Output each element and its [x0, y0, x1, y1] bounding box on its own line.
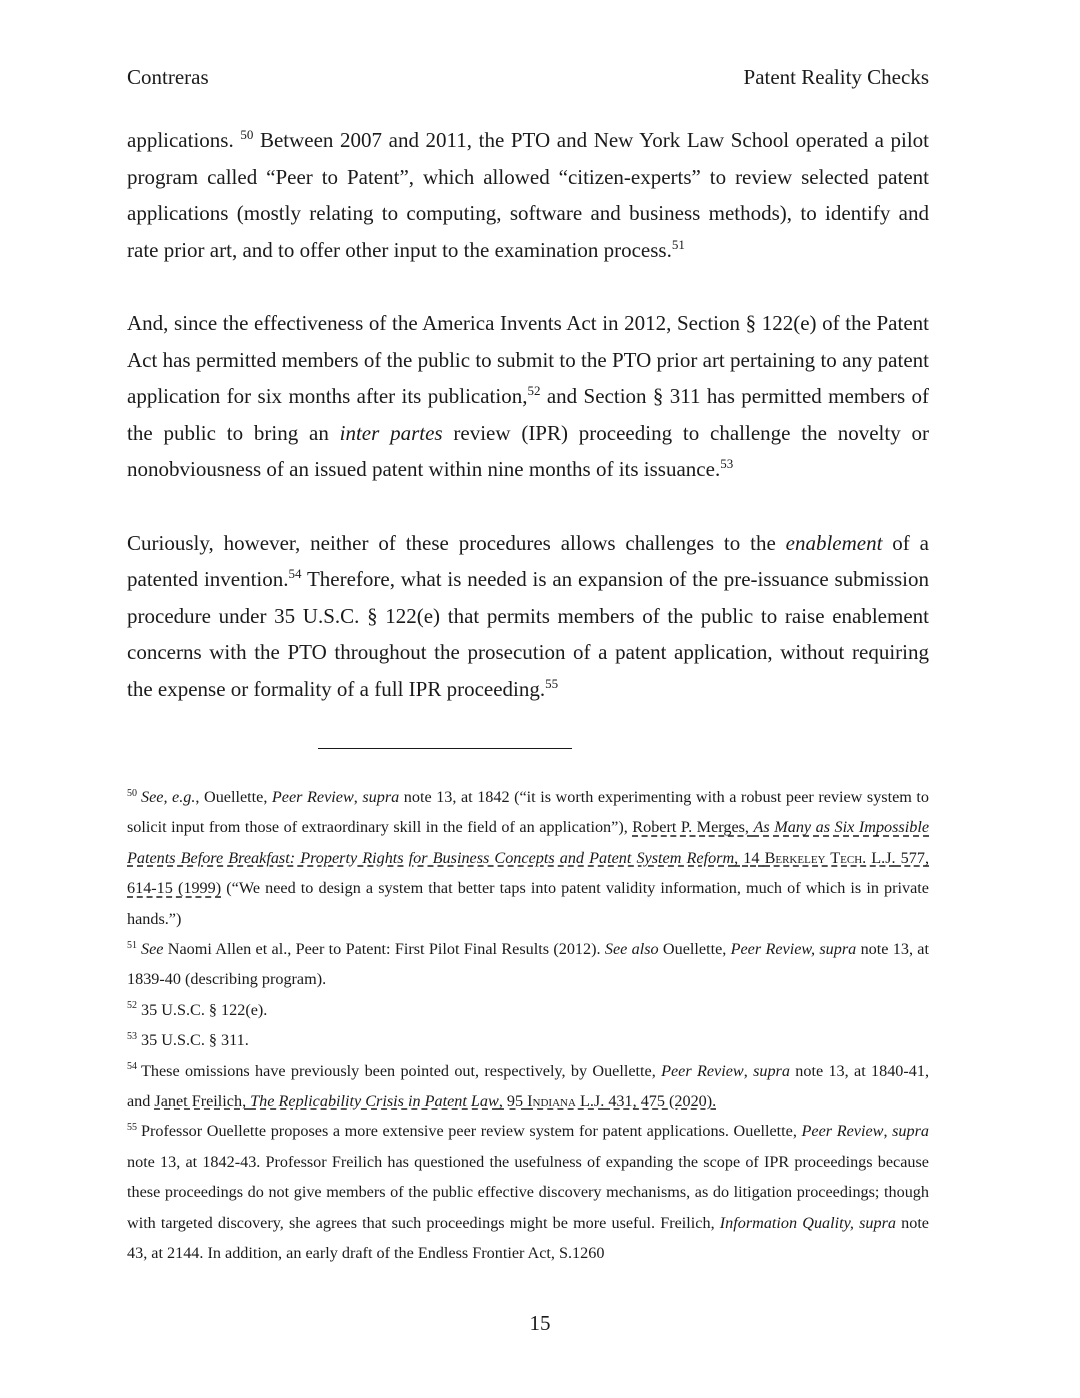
footnote-number: 50: [127, 787, 137, 799]
footnote-ref-55[interactable]: 55: [545, 675, 559, 691]
footnote-ref-52[interactable]: 52: [527, 383, 541, 399]
text-run: ,: [883, 1122, 893, 1141]
short-title: Peer Review, supra: [730, 940, 857, 959]
citation-pages: 431, 475 (2020).: [604, 1092, 717, 1111]
paragraph-3: [127, 525, 929, 708]
citation-volume: , 14: [734, 848, 765, 867]
text-run: and Section § 311 has permitted members of the public to bring an: [127, 384, 929, 445]
paragraph-1: [127, 122, 929, 268]
signal: See: [141, 940, 164, 959]
citation-journal: Berkeley Tech. L.J.: [764, 848, 896, 867]
citation-article-title: The Replicability Crisis in Patent Law: [250, 1092, 499, 1111]
footnote-55: [127, 1116, 929, 1268]
text-run: And, since the effectiveness of the America Invents Act in 2012, Section § 122(e) of the Patent Act has permitted members of the public to submit to the PTO prior art pertaining to any patent application for six months after its publication,: [127, 310, 929, 409]
text-run: applications.: [127, 128, 234, 152]
supra: supra: [753, 1061, 790, 1080]
text-run: Naomi Allen et al., Peer to Patent: First Pilot Final Results (2012).: [163, 940, 605, 959]
citation-author: Robert P. Merges,: [632, 818, 754, 837]
text-run: (“We need to design a system that better taps into patent validity information, much of which is in private hands.”): [127, 879, 929, 928]
citation-volume: , 95: [498, 1092, 528, 1111]
text-run: Curiously, however, neither of these procedures allows challenges to the: [127, 530, 786, 555]
footnote-number: 55: [127, 1122, 137, 1134]
text-run: Ouellette,: [658, 940, 731, 959]
footnote-number: 54: [127, 1061, 137, 1073]
footnotes: [127, 782, 929, 1269]
supra: supra: [362, 788, 400, 806]
citation-link-freilich[interactable]: [154, 1092, 716, 1110]
footnote-54: [127, 1056, 929, 1117]
text-run: note 13, at 1839-40 (describing program).: [127, 940, 929, 989]
italic-term: enablement: [785, 530, 883, 555]
footnote-53: [127, 1025, 929, 1055]
citation-author: Janet Freilich,: [154, 1092, 251, 1111]
signal: See, e.g.: [141, 788, 196, 806]
page-number: 15: [529, 1311, 551, 1335]
supra: supra: [892, 1122, 930, 1141]
text-run: note 13, at 1842 (“it is worth experimenting with a robust peer review system to solicit input from those of extraordinary skill in the field of an application”),: [127, 788, 929, 837]
citation-pages: 577, 614-15 (1999): [127, 848, 929, 898]
footnote-number: 53: [127, 1030, 137, 1042]
short-title: Peer Review: [271, 788, 354, 806]
short-title: Peer Review: [661, 1061, 744, 1080]
text-run: of a patented invention.: [127, 530, 929, 592]
footnote-number: 51: [127, 939, 137, 951]
short-title: Peer Review: [801, 1122, 884, 1141]
footnote-52: [127, 995, 929, 1025]
text-run: These omissions have previously been pointed out, respectively, by Ouellette,: [141, 1061, 662, 1080]
footnote-ref-50[interactable]: 50: [240, 127, 254, 142]
footnote-ref-51[interactable]: 51: [671, 236, 685, 252]
text-run: note 43, at 2144. In addition, an early draft of the Endless Frontier Act, S.1260: [127, 1213, 929, 1263]
short-title: Information Quality, supra: [719, 1213, 896, 1232]
footnote-number: 52: [127, 1000, 137, 1012]
footnote-separator: [318, 748, 572, 749]
text-run: , Ouellette,: [195, 788, 272, 806]
italic-term: inter partes: [339, 420, 443, 445]
citation-article-title: As Many as Six Impossible Patents Before Breakfast: Property Rights for Business Concepts and Patent System Reform: [127, 818, 929, 867]
text-run: review (IPR) proceeding to challenge the novelty or nonobviousness of an issued patent within nine months of its issuance.: [127, 420, 929, 482]
citation-journal: Indiana L.J.: [527, 1092, 605, 1111]
main-text: [127, 122, 929, 708]
text-run: Professor Ouellette proposes a more extensive peer review system for patent applications. Ouellette,: [141, 1122, 802, 1141]
footnote-ref-53[interactable]: 53: [720, 456, 734, 472]
text-run: note 13, at 1840-41, and: [127, 1061, 930, 1111]
text-run: ,: [743, 1061, 754, 1080]
text-run: Therefore, what is needed is an expansion of the pre-issuance submission procedure under 35 U.S.C. § 122(e) that permits members of the public to raise enablement concerns with the PTO throughout the prosecution of a patent application, without requiring the expense or formality of a full IPR proceeding.: [127, 567, 929, 701]
footnote-ref-54[interactable]: 54: [288, 566, 302, 582]
running-header-title: Patent Reality Checks: [743, 65, 929, 89]
footnote-51: [127, 934, 929, 995]
signal: See also: [604, 940, 659, 959]
paragraph-2: [127, 305, 929, 488]
running-header-author: Contreras: [127, 65, 209, 89]
text-run: ,: [353, 788, 363, 806]
text-run: Between 2007 and 2011, the PTO and New York Law School operated a pilot program called “Peer to Patent”, which allowed “citizen-experts” to review selected patent applications (mostly relating to computing, software and business methods), to identify and rate prior art, and to offer other input to the examination process.: [127, 128, 930, 262]
text-run: 35 U.S.C. § 122(e).: [141, 1000, 268, 1019]
footnote-50: [127, 782, 929, 934]
text-run: 35 U.S.C. § 311.: [141, 1031, 249, 1050]
text-run: note 13, at 1842-43. Professor Freilich has questioned the usefulness of expanding the scope of IPR proceedings because these proceedings do not give members of the public effective discovery mechanisms, as do litigation proceedings; though with targeted discovery, she agrees that such proceedings might be more useful. Freilich,: [127, 1152, 929, 1232]
